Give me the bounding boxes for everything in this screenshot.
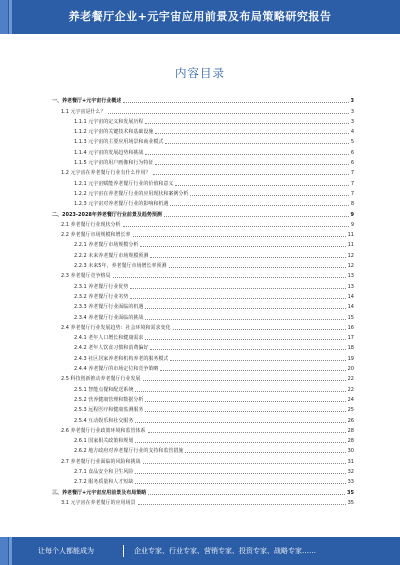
toc-entry-page: 25 [347,407,354,414]
toc-entry[interactable] [52,496,354,506]
toc-entry[interactable] [52,176,354,186]
footer-slogan: 让每个人都能成为 [38,547,94,555]
toc-entry[interactable] [52,94,354,104]
toc-entry-page: 3 [350,118,354,125]
toc-leader-dots [108,112,349,114]
toc-entry-title: 1.1 元宇宙是什么？ [61,108,106,115]
toc-entry-title: 2.2.1 养老餐厅市场规模分析 [74,242,139,249]
toc-leader-dots [148,493,345,495]
toc-entry-title: 三、养老餐厅+元宇宙应用前景及布局策略 [52,489,147,496]
toc-entry-title: 1.1.5 元宇宙的用户画像和行为特征 [74,160,154,167]
footer-bar [0,537,400,565]
toc-entry-page: 28 [347,427,354,434]
toc-entry[interactable] [52,341,354,351]
toc-leader-dots [185,451,345,453]
toc-entry-page: 7 [350,170,354,177]
toc-entry-page: 30 [347,448,354,455]
header-accent-stripe-thin [9,0,12,34]
toc-entry[interactable] [52,269,354,279]
toc-leader-dots [148,431,346,433]
toc-entry-page: 19 [347,355,354,362]
toc-entry-page: 11 [347,242,354,249]
toc-entry[interactable] [52,248,354,258]
toc-entry[interactable] [52,156,354,166]
footer-accent-stripe-thin [9,537,12,565]
toc-leader-dots [130,297,345,299]
toc-entry[interactable] [52,413,354,423]
toc-entry-page: 17 [347,335,354,342]
toc-entry[interactable] [52,259,354,269]
toc-entry-title: 2.5 科技创新推动养老餐厅行业发展 [61,376,141,383]
toc-entry-title: 2.5.3 远程医疗和健康监测服务 [74,407,144,414]
toc-leader-dots [155,132,348,134]
toc-entry-title: 1.1.2 元宇宙的关键技术和基础设施 [74,129,154,136]
toc-entry[interactable] [52,238,354,248]
toc-entry-page: 14 [347,304,354,311]
toc-leader-dots [135,482,345,484]
toc-entry-page: 7 [350,180,354,187]
toc-entry[interactable] [52,197,354,207]
toc-entry-title: 1.2.3 元宇宙对养老餐厅行业的影响和机遇 [74,201,169,208]
toc-entry[interactable] [52,166,354,176]
toc-entry-title: 2.4.2 老年人饮食习惯和消费偏好 [74,345,149,352]
toc-leader-dots [138,503,346,505]
toc-entry-page: 5 [350,139,354,146]
toc-entry[interactable] [52,465,354,475]
toc-entry[interactable] [52,145,354,155]
toc-entry-title: 2.4.1 老年人口增长和健康需求 [74,335,144,342]
toc-entry-title: 二、2023-2028年养老餐厅行业前景及趋势预测 [52,211,162,218]
toc-entry[interactable] [52,393,354,403]
toc-leader-dots [113,276,346,278]
toc-entry-title: 2.3.3 养老餐厅行业面临的机遇 [74,304,144,311]
toc-entry[interactable] [52,135,354,145]
header-accent-stripe [0,0,8,34]
toc-entry[interactable] [52,218,354,228]
toc-entry[interactable] [52,104,354,114]
toc-leader-dots [173,328,346,330]
toc-entry-title: 2.6.1 国家相关政策和规划 [74,438,134,445]
toc-entry-title: 2.2 养老餐厅市场规模和增长率 [61,232,131,239]
toc-leader-dots [123,225,349,227]
toc-leader-dots [145,318,345,320]
footer-experts-text: 企业专家、行业专家、营销专家、投资专家、战略专家…… [134,547,316,555]
report-title: 养老餐厅企业+元宇宙应用前景及布局策略研究报告 [68,10,332,23]
toc-leader-dots [145,122,348,124]
toc-leader-dots [150,348,345,350]
toc-entry-title: 2.3 养老餐厅竞争格局 [61,273,111,280]
toc-entry[interactable] [52,434,354,444]
toc-entry-page: 22 [347,386,354,393]
toc-entry-title: 1.2.1 元宇宙赋能养老餐厅行业的价值和意义 [74,180,174,187]
toc-entry[interactable] [52,424,354,434]
toc-entry-title: 1.1.3 元宇宙的主要应用场景和商业模式 [74,139,164,146]
toc-entry[interactable] [52,279,354,289]
toc-entry[interactable] [52,351,354,361]
toc-entry-page: 31 [347,458,354,465]
toc-leader-dots [155,163,348,165]
toc-entry-title: 2.7.2 服务质量和人才短缺 [74,479,134,486]
toc-entry-page: 9 [350,221,354,228]
toc-leader-dots [143,462,346,464]
toc-entry[interactable] [52,228,354,238]
toc-entry-title: 2.3.4 养老餐厅行业面临的挑战 [74,314,144,321]
toc-entry-page: 16 [347,324,354,331]
toc-entry-page: 18 [347,345,354,352]
toc-entry-title: 2.7.1 食品安全和卫生风险 [74,468,134,475]
toc-entry-page: 14 [347,293,354,300]
toc-leader-dots [145,153,348,155]
toc-entry[interactable] [52,300,354,310]
toc-entry-title: 2.7 养老餐厅行业面临的风险和挑战 [61,458,141,465]
toc-entry[interactable] [52,362,354,372]
toc-entry-page: 6 [350,149,354,156]
toc-entry-page: 28 [347,438,354,445]
toc-leader-dots [165,142,348,144]
toc-entry[interactable] [52,331,354,341]
toc-entry-title: 2.4 养老餐厅行业发展趋势：社会环境和需求变化 [61,324,171,331]
toc-entry[interactable] [52,290,354,300]
toc-entry-page: 24 [347,396,354,403]
toc-entry-page: 9 [350,211,354,218]
toc-leader-dots [170,204,348,206]
toc-leader-dots [133,235,346,237]
toc-leader-dots [164,215,349,217]
toc-entry-page: 13 [347,273,354,280]
toc-heading: 内容目录 [175,66,225,80]
toc-entry-page: 20 [347,366,354,373]
toc-entry[interactable] [52,115,354,125]
toc-leader-dots [169,266,346,268]
toc-leader-dots [143,379,346,381]
toc-entry-page: 12 [347,252,354,259]
toc-entry[interactable] [52,310,354,320]
toc-entry-title: 1.1.4 元宇宙的发展趋势和挑战 [74,149,144,156]
toc-entry-page: 15 [347,314,354,321]
toc-entry-title: 2.4.4 养老餐厅的市场定位和竞争策略 [74,366,159,373]
toc-leader-dots [140,245,345,247]
toc-entry[interactable] [52,403,354,413]
toc-leader-dots [130,287,345,289]
toc-leader-dots [190,194,348,196]
toc-entry-title: 2.5.1 智能点餐和配送系统 [74,386,134,393]
toc-leader-dots [135,441,345,443]
toc-entry[interactable] [52,125,354,135]
toc-entry-page: 22 [347,376,354,383]
toc-entry-page: 26 [347,417,354,424]
toc-leader-dots [135,421,345,423]
toc-entry-title: 2.2.3 未来5年，养老餐厅市场增长率预测 [74,263,167,270]
toc-entry-title: 2.1 养老餐厅行业现状分析 [61,221,121,228]
toc-entry-title: 2.5.2 营养健康管理和数据分析 [74,396,144,403]
toc-entry[interactable] [52,187,354,197]
toc-entry-page: 33 [347,479,354,486]
toc-entry-title: 3.1 元宇宙在养老餐厅的应用场景 [61,499,136,506]
toc-leader-dots [170,359,345,361]
toc-entry-page: 11 [347,232,354,239]
toc-entry-title: 2.4.3 社区居家养老和机构养老的服务模式 [74,355,169,362]
toc-leader-dots [123,101,348,103]
toc-leader-dots [145,307,345,309]
toc-entry-title: 2.2.2 未来养老餐厅市场规模预测 [74,252,149,259]
toc-entry-page: 7 [350,190,354,197]
toc-entry-page: 8 [350,201,354,208]
toc-entry[interactable] [52,207,354,217]
toc-leader-dots [153,173,349,175]
toc-entry-page: 12 [347,263,354,270]
toc-entry-page: 4 [350,129,354,136]
toc-entry-title: 2.5.4 互动娱乐和社交服务 [74,417,134,424]
toc-leader-dots [145,338,345,340]
toc-entry[interactable] [52,444,354,454]
toc-entry-page: 13 [347,283,354,290]
toc-entry-page: 6 [350,160,354,167]
toc-leader-dots [135,472,345,474]
table-of-contents [52,94,354,506]
footer-accent-stripe [0,537,8,565]
toc-entry-title: 1.2.2 元宇宙在养老餐厅行业的应用现状和案例分析 [74,190,189,197]
toc-entry-page: 35 [347,499,354,506]
toc-entry-title: 2.3.1 养老餐厅行业优势 [74,283,129,290]
report-header-bar [0,0,400,34]
toc-entry-page: 32 [347,468,354,475]
toc-entry[interactable] [52,475,354,485]
toc-leader-dots [150,256,345,258]
toc-entry-page: 3 [350,108,354,115]
toc-entry-title: 2.3.2 养老餐厅行业劣势 [74,293,129,300]
toc-entry[interactable] [52,321,354,331]
toc-leader-dots [145,410,345,412]
toc-entry[interactable] [52,454,354,464]
toc-leader-dots [145,400,345,402]
toc-entry-page: 35 [347,489,354,496]
toc-entry[interactable] [52,372,354,382]
toc-entry[interactable] [52,485,354,495]
toc-entry-title: 1.1.1 元宇宙的定义和发展历程 [74,118,144,125]
toc-entry-title: 一、养老餐厅+元宇宙行业概述 [52,98,122,105]
footer-divider [123,545,124,557]
toc-entry[interactable] [52,382,354,392]
toc-entry-page: 3 [350,98,354,105]
toc-leader-dots [175,184,348,186]
toc-entry-title: 2.6.2 地方政府对养老餐厅行业的支持和监管措施 [74,448,184,455]
toc-leader-dots [160,369,345,371]
toc-entry-title: 2.6 养老餐厅行业政策环境和监管体系 [61,427,146,434]
toc-leader-dots [135,390,345,392]
toc-entry-title: 1.2 元宇宙在养老餐厅行业有什么作用？ [61,170,151,177]
